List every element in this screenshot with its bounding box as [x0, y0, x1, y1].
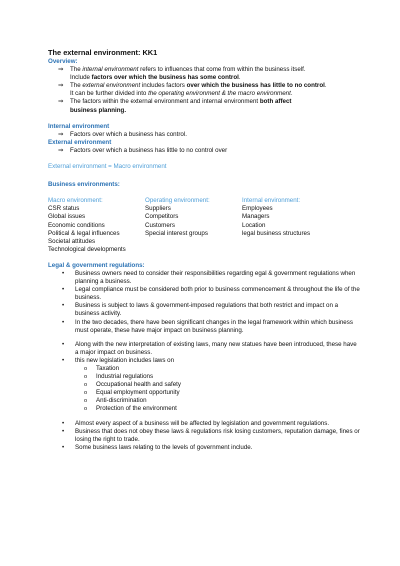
- operating-column: [145, 197, 242, 254]
- column-heading: Internal environment:: [242, 197, 301, 205]
- column-heading: Macro environment:: [48, 197, 103, 205]
- overview-text: The factors within the external environment and internal environment: [70, 98, 260, 106]
- macro-column: [48, 197, 145, 254]
- bullet-item: • Business is subject to laws & government-imposed regulations that both restrict and impact on a business activity.: [48, 302, 360, 318]
- bullet-item: • In the two decades, there have been significant changes in the legal framework within which business must operate, these have major impact on business planning.: [48, 319, 360, 335]
- overview-emphasis: over which the business has little to no control: [186, 82, 325, 90]
- legal-heading: Legal & government regulations:: [48, 261, 145, 269]
- list-item: Societal attitudes: [48, 237, 96, 245]
- overview-emphasis: factors over which the business has some control: [91, 74, 239, 82]
- bullet-item: • Business that does not obey these laws & regulations risk losing customers, reputation damage, fines or losing the right to trade.: [48, 428, 360, 444]
- list-item: Customers: [145, 221, 175, 229]
- overview-heading: Overview:: [48, 58, 78, 65]
- list-item: Political & legal influences: [48, 229, 120, 237]
- arrow-right-icon: ⇒: [58, 82, 64, 90]
- overview-item: [48, 82, 360, 98]
- list-item: Economic conditions: [48, 221, 105, 229]
- sub-bullet-item: o Occupational health and safety: [48, 381, 360, 389]
- overview-text: Include: [70, 74, 92, 82]
- arrow-right-icon: ⇒: [58, 146, 64, 154]
- sub-bullet-item: o Protection of the environment: [48, 405, 360, 413]
- list-item: Global issues: [48, 213, 86, 221]
- legal-bullets: [48, 270, 360, 335]
- bullet-item: • Almost every aspect of a business will be affected by legislation and government regulations.: [48, 420, 360, 428]
- overview-emphasis: both affect: [259, 98, 292, 106]
- sub-bullet-item: o Equal employment opportunity: [48, 389, 360, 397]
- overview-item: [48, 66, 360, 82]
- business-environments-heading: Business environments:: [48, 181, 120, 189]
- bullet-item: • Legal compliance must be considered both prior to business commencement & throughout the life of the business.: [48, 286, 360, 302]
- overview-term: external environment: [82, 82, 141, 90]
- bullet-item: • Along with the new interpretation of existing laws, many new statues have been introduced, these have a major impact on business.: [48, 341, 360, 357]
- equation-line: External environment = Macro environment: [48, 163, 167, 171]
- overview-item: [48, 98, 360, 114]
- overview-term: the operating environment & the macro environment: [148, 90, 291, 98]
- sub-bullet-item: o Industrial regulations: [48, 373, 360, 381]
- legal-bullets: [48, 341, 360, 365]
- list-item: CSR status: [48, 205, 80, 213]
- list-item: Location: [242, 221, 266, 229]
- overview-text: refers to influences that come from within the business itself.: [138, 66, 306, 74]
- legal-bullets: [48, 420, 360, 452]
- laws-sublist: [48, 365, 360, 414]
- list-item: Employees: [242, 205, 273, 213]
- list-item: Special interest groups: [145, 229, 208, 237]
- list-item: Technological developments: [48, 245, 126, 253]
- overview-text: The: [70, 66, 83, 74]
- internal-heading: Internal environment: [48, 122, 110, 130]
- overview-text: includes factors: [140, 82, 187, 90]
- list-item: Managers: [242, 213, 270, 221]
- internal-text: Factors over which a business has control.: [70, 130, 187, 138]
- column-heading: Operating environment:: [145, 197, 210, 205]
- internal-item: [48, 131, 360, 139]
- overview-text: .: [324, 82, 327, 90]
- internal-column: [242, 197, 352, 254]
- arrow-right-icon: ⇒: [58, 130, 64, 138]
- arrow-right-icon: ⇒: [58, 98, 64, 106]
- arrow-right-icon: ⇒: [58, 66, 64, 74]
- bullet-item: • Some business laws relating to the levels of government include.: [48, 444, 360, 452]
- overview-term: internal environment: [82, 66, 139, 74]
- overview-text: It can be further divided into: [70, 90, 149, 98]
- page-title: The external environment: KK1: [48, 48, 158, 57]
- overview-text: The: [70, 82, 83, 90]
- external-text: Factors over which a business has little to no control over: [70, 146, 228, 154]
- sub-bullet-item: o Taxation: [48, 365, 360, 373]
- bullet-item: • this new legislation includes laws on: [48, 357, 360, 365]
- environments-table: [48, 197, 360, 254]
- list-item: Suppliers: [145, 205, 171, 213]
- sub-bullet-item: o Anti-discrimination: [48, 397, 360, 405]
- external-item: [48, 147, 360, 155]
- overview-text: .: [290, 90, 293, 98]
- list-item: legal business structures: [242, 229, 311, 237]
- overview-emphasis: business planning.: [70, 106, 127, 114]
- overview-text: .: [238, 74, 241, 82]
- external-heading: External environment: [48, 138, 112, 146]
- list-item: Competitors: [145, 213, 179, 221]
- bullet-item: • Business owners need to consider their responsibilities regarding egal & government regulations when planning a business.: [48, 270, 360, 286]
